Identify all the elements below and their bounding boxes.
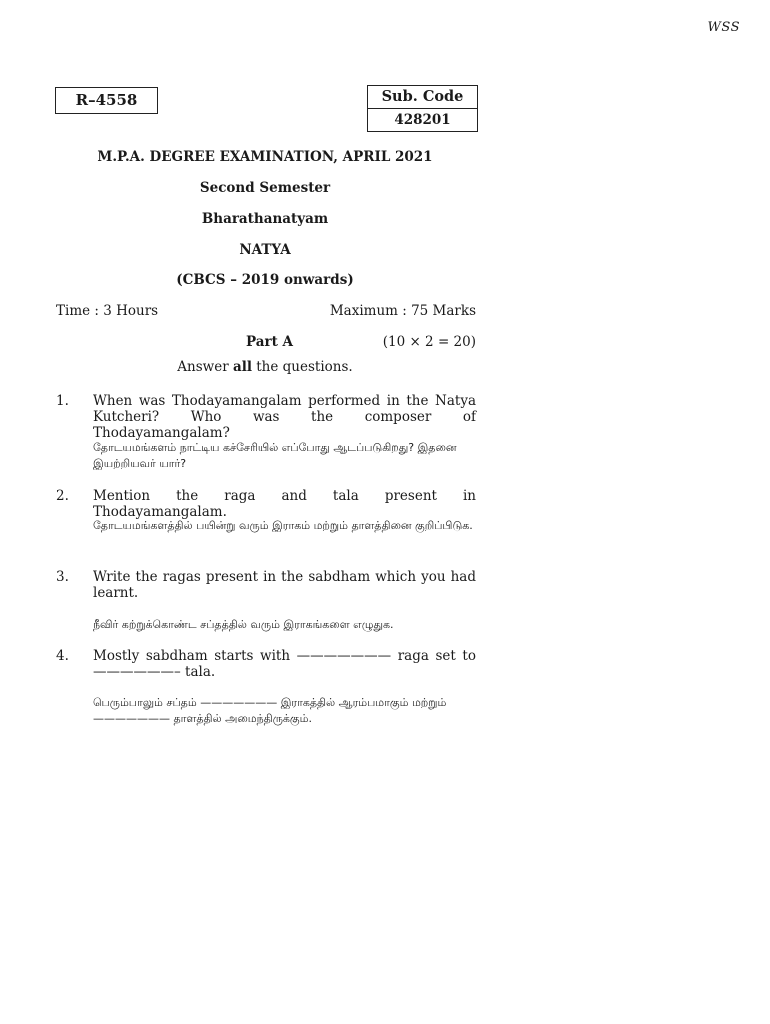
part-header (56, 334, 476, 350)
question-3-tamil: நீவிர் கற்றுக்கொண்ட சப்தத்தில் வரும் இராகங்களை எழுதுக. (93, 618, 394, 631)
time-marks-row (56, 303, 476, 319)
paper-name: NATYA (239, 242, 291, 258)
part-title: Part A (245, 334, 293, 350)
question-number: 2. (56, 488, 69, 504)
time: Time : 3 Hours (56, 303, 159, 319)
max-marks: Maximum : 75 Marks (329, 303, 476, 319)
question-4-tamil: பெரும்பாலும் சப்தம் ——————— இராகத்தில் ஆரம்பமாகும் மற்றும் ——————— தாளத்தில் அமைந்திருக்கும். (93, 696, 447, 725)
question-1 (56, 393, 476, 441)
exam-title: M.P.A. DEGREE EXAMINATION, APRIL 2021 (97, 149, 433, 165)
question-number: 4. (56, 648, 69, 664)
question-number: 1. (56, 393, 69, 409)
question-3 (56, 569, 476, 601)
sub-code-label: Sub. Code (381, 88, 464, 105)
subject: Bharathanatyam (201, 211, 329, 227)
question-4 (56, 648, 476, 680)
question-2-tamil: தோடயமங்களத்தில் பயின்று வரும் இராகம் மற்றும் தாளத்தினை குறிப்பிடுக. (93, 519, 473, 532)
question-1-tamil: தோடயமங்களம் நாட்டிய கச்சேரியில் எப்போது ஆடப்படுகிறது? இதனை இயற்றியவர் யார்? (93, 441, 457, 470)
question-text: When was Thodayamangalam performed in the Natya Kutcheri? Who was the composer of Thodayamangalam? (93, 393, 476, 441)
question-text: Write the ragas present in the sabdham which you had learnt. (93, 569, 476, 601)
question-2 (56, 488, 476, 520)
sub-code-box (367, 85, 478, 132)
instruction: Answer all the questions. (177, 359, 353, 375)
question-text: Mention the raga and tala present in Thodayamangalam. (93, 488, 476, 520)
paper-code-box: R–4558 (55, 87, 158, 114)
scheme: (CBCS – 2019 onwards) (176, 272, 354, 288)
part-marks: (10 × 2 = 20) (382, 334, 476, 350)
semester: Second Semester (199, 180, 331, 196)
sub-code-value: 428201 (368, 108, 477, 131)
question-text: Mostly sabdham starts with ——————— raga set to ——————– tala. (93, 648, 476, 680)
watermark-initials: WSS (707, 20, 740, 35)
question-number: 3. (56, 569, 69, 585)
